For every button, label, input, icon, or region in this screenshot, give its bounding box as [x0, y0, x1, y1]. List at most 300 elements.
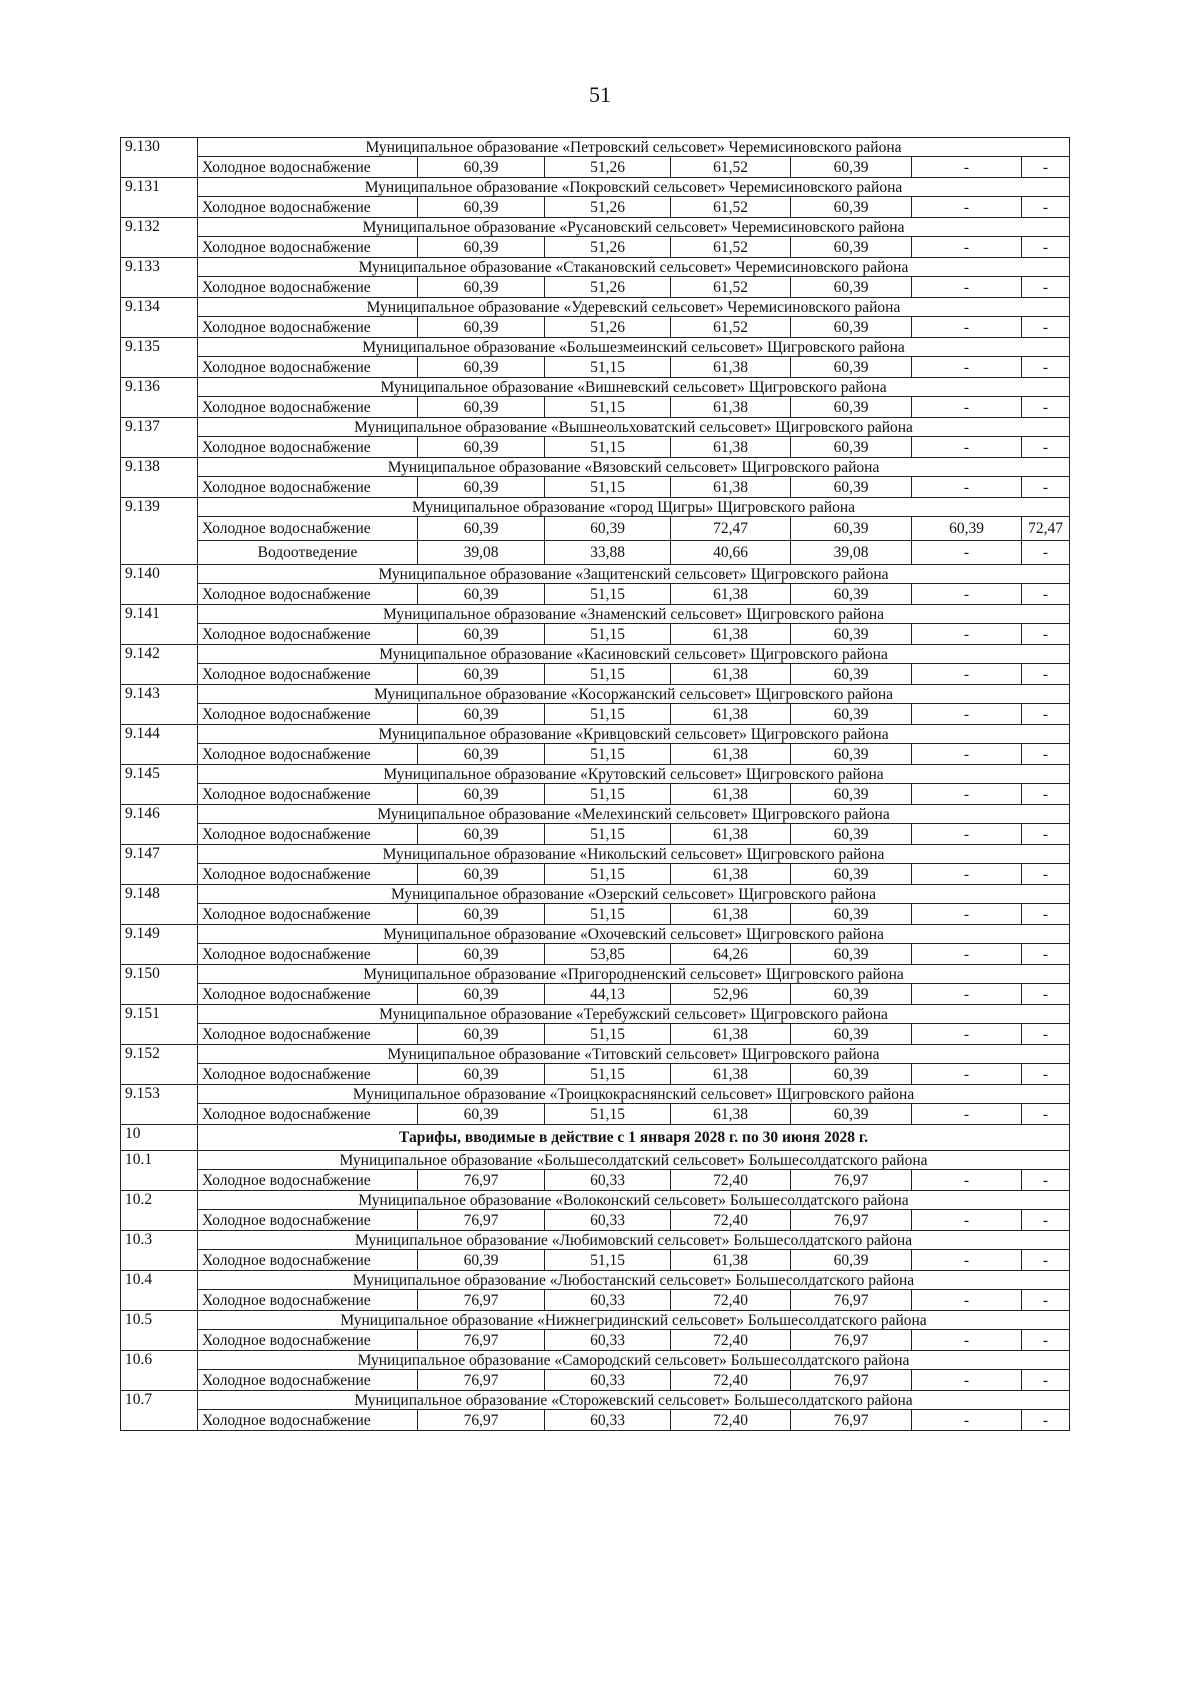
tariff-value: -	[1022, 1370, 1070, 1391]
section-header	[121, 1045, 1070, 1064]
service-name: Холодное водоснабжение	[198, 1024, 418, 1045]
tariff-value: 61,38	[671, 704, 791, 725]
tariff-value: 61,38	[671, 477, 791, 498]
tariff-value: 61,38	[671, 904, 791, 925]
tariff-value: 61,38	[671, 1064, 791, 1085]
tariff-row	[121, 1104, 1070, 1125]
service-name: Холодное водоснабжение	[198, 317, 418, 338]
section-code: 9.150	[121, 965, 198, 1005]
page-number: 51	[589, 82, 611, 107]
section-title: Муниципальное образование «Озерский сельсовет» Щигровского района	[198, 885, 1070, 904]
section-header	[121, 418, 1070, 437]
tariff-value: -	[912, 357, 1022, 378]
section-title: Тарифы, вводимые в действие с 1 января 2028 г. по 30 июня 2028 г.	[198, 1125, 1070, 1151]
tariff-value: -	[1022, 944, 1070, 965]
section-code: 9.141	[121, 605, 198, 645]
tariff-value: -	[912, 664, 1022, 685]
tariff-value: 52,96	[671, 984, 791, 1005]
tariff-row	[121, 477, 1070, 498]
section-code: 9.133	[121, 258, 198, 298]
tariff-value: 61,38	[671, 1024, 791, 1045]
service-name: Холодное водоснабжение	[198, 944, 418, 965]
section-title: Муниципальное образование «Титовский сельсовет» Щигровского района	[198, 1045, 1070, 1064]
section-code: 10.3	[121, 1231, 198, 1271]
section-header	[121, 138, 1070, 157]
tariff-row	[121, 1290, 1070, 1311]
tariff-value: 61,52	[671, 317, 791, 338]
tariff-row	[121, 317, 1070, 338]
section-header	[121, 458, 1070, 477]
service-name: Холодное водоснабжение	[198, 237, 418, 258]
section-header	[121, 498, 1070, 517]
tariff-value: -	[1022, 1024, 1070, 1045]
tariff-value: -	[1022, 1290, 1070, 1311]
tariff-value: 60,39	[418, 824, 545, 845]
tariff-value: 60,39	[418, 744, 545, 765]
tariff-value: 61,38	[671, 584, 791, 605]
section-code: 10.7	[121, 1391, 198, 1431]
tariff-value: 60,39	[418, 1104, 545, 1125]
tariff-value: -	[912, 744, 1022, 765]
tariff-value: -	[912, 1024, 1022, 1045]
service-name: Холодное водоснабжение	[198, 197, 418, 218]
section-code: 9.139	[121, 498, 198, 565]
tariff-value: 51,15	[545, 1064, 671, 1085]
tariff-value: 76,97	[791, 1410, 912, 1431]
section-code: 10.6	[121, 1351, 198, 1391]
tariff-value: 60,39	[418, 864, 545, 885]
tariff-value: 51,15	[545, 1250, 671, 1271]
section-title: Муниципальное образование «Крутовский сельсовет» Щигровского района	[198, 765, 1070, 784]
tariff-value: 60,39	[791, 664, 912, 685]
tariff-value: 39,08	[418, 541, 545, 565]
tariff-value: 51,26	[545, 317, 671, 338]
tariff-value: 76,97	[418, 1210, 545, 1231]
tariff-value: 61,38	[671, 397, 791, 418]
tariff-row	[121, 397, 1070, 418]
section-title: Муниципальное образование «Защитенский сельсовет» Щигровского района	[198, 565, 1070, 584]
tariff-value: -	[1022, 277, 1070, 298]
section-code: 9.136	[121, 378, 198, 418]
tariff-value: -	[1022, 624, 1070, 645]
tariff-value: 61,38	[671, 357, 791, 378]
tariff-value: -	[1022, 784, 1070, 805]
section-code: 10.5	[121, 1311, 198, 1351]
tariff-row	[121, 1250, 1070, 1271]
tariff-value: 61,52	[671, 157, 791, 178]
tariff-value: -	[1022, 157, 1070, 178]
tariff-value: 51,15	[545, 397, 671, 418]
service-name: Холодное водоснабжение	[198, 1370, 418, 1391]
tariff-value: 76,97	[791, 1290, 912, 1311]
tariff-value: 60,39	[418, 704, 545, 725]
service-name: Холодное водоснабжение	[198, 1290, 418, 1311]
tariff-value: 72,40	[671, 1210, 791, 1231]
tariff-value: 51,15	[545, 704, 671, 725]
tariff-value: -	[912, 1410, 1022, 1431]
tariff-value: 76,97	[418, 1330, 545, 1351]
tariff-value: -	[1022, 664, 1070, 685]
tariff-value: 51,15	[545, 784, 671, 805]
tariff-value: 60,39	[791, 944, 912, 965]
section-title: Муниципальное образование «Косоржанский сельсовет» Щигровского района	[198, 685, 1070, 704]
section-header	[121, 805, 1070, 824]
tariff-value: 60,39	[791, 824, 912, 845]
tariff-value: 76,97	[791, 1330, 912, 1351]
tariff-value: 60,39	[418, 584, 545, 605]
tariff-value: 60,39	[912, 517, 1022, 541]
tariff-value: 60,39	[418, 477, 545, 498]
tariff-value: -	[912, 704, 1022, 725]
section-header	[121, 1351, 1070, 1370]
tariff-row	[121, 944, 1070, 965]
section-header	[121, 565, 1070, 584]
section-code: 9.137	[121, 418, 198, 458]
tariff-value: 60,39	[418, 357, 545, 378]
section-code: 9.132	[121, 218, 198, 258]
tariff-value: 60,33	[545, 1330, 671, 1351]
tariff-value: -	[1022, 584, 1070, 605]
tariff-value: 76,97	[418, 1410, 545, 1431]
tariff-table-body	[121, 138, 1070, 1431]
tariff-value: 60,39	[418, 197, 545, 218]
tariff-value: 60,39	[791, 584, 912, 605]
tariff-value: 60,39	[791, 904, 912, 925]
tariff-row	[121, 1370, 1070, 1391]
section-title: Муниципальное образование «Вишневский сельсовет» Щигровского района	[198, 378, 1070, 397]
service-name: Холодное водоснабжение	[198, 984, 418, 1005]
section-title: Муниципальное образование «Касиновский сельсовет» Щигровского района	[198, 645, 1070, 664]
tariff-row	[121, 784, 1070, 805]
tariff-row	[121, 984, 1070, 1005]
tariff-value: -	[1022, 864, 1070, 885]
tariff-value: 76,97	[418, 1170, 545, 1191]
section-title: Муниципальное образование «Стакановский сельсовет» Черемисиновского района	[198, 258, 1070, 277]
section-header	[121, 1231, 1070, 1250]
tariff-value: -	[1022, 1104, 1070, 1125]
tariff-value: 60,33	[545, 1370, 671, 1391]
tariff-value: 60,39	[791, 477, 912, 498]
tariff-value: -	[912, 984, 1022, 1005]
tariff-row	[121, 1024, 1070, 1045]
tariff-value: -	[912, 437, 1022, 458]
tariff-value: 76,97	[791, 1210, 912, 1231]
tariff-row	[121, 1410, 1070, 1431]
tariff-value: 72,40	[671, 1410, 791, 1431]
tariff-value: 60,39	[791, 1064, 912, 1085]
tariff-value: 60,39	[418, 1064, 545, 1085]
tariff-value: -	[1022, 984, 1070, 1005]
tariff-value: -	[912, 1170, 1022, 1191]
tariff-value: -	[1022, 541, 1070, 565]
tariff-value: 60,33	[545, 1290, 671, 1311]
service-name: Холодное водоснабжение	[198, 584, 418, 605]
tariff-value: 51,15	[545, 624, 671, 645]
tariff-row	[121, 197, 1070, 218]
tariff-value: 51,26	[545, 157, 671, 178]
section-code: 9.135	[121, 338, 198, 378]
section-title: Муниципальное образование «Вышнеольховатский сельсовет» Щигровского района	[198, 418, 1070, 437]
section-code: 9.147	[121, 845, 198, 885]
tariff-value: 76,97	[791, 1170, 912, 1191]
tariff-row	[121, 541, 1070, 565]
tariff-value: 60,39	[418, 664, 545, 685]
tariff-value: 60,39	[418, 237, 545, 258]
tariff-value: 51,15	[545, 584, 671, 605]
service-name: Водоотведение	[198, 541, 418, 565]
section-title: Муниципальное образование «Любостанский сельсовет» Большесолдатского района	[198, 1271, 1070, 1290]
tariff-value: 72,40	[671, 1170, 791, 1191]
tariff-value: 60,39	[791, 624, 912, 645]
tariff-value: -	[1022, 904, 1070, 925]
section-title: Муниципальное образование «Никольский сельсовет» Щигровского района	[198, 845, 1070, 864]
section-title: Муниципальное образование «Русановский сельсовет» Черемисиновского района	[198, 218, 1070, 237]
section-header	[121, 1191, 1070, 1210]
service-name: Холодное водоснабжение	[198, 157, 418, 178]
tariff-value: 72,40	[671, 1370, 791, 1391]
tariff-value: 61,38	[671, 784, 791, 805]
section-code: 9.138	[121, 458, 198, 498]
tariff-value: 33,88	[545, 541, 671, 565]
tariff-value: -	[1022, 477, 1070, 498]
section-header	[121, 1085, 1070, 1104]
service-name: Холодное водоснабжение	[198, 864, 418, 885]
tariff-value: 51,15	[545, 744, 671, 765]
tariff-value: 61,38	[671, 1104, 791, 1125]
section-header	[121, 645, 1070, 664]
tariff-value: 60,39	[791, 864, 912, 885]
section-code: 9.134	[121, 298, 198, 338]
tariff-value: -	[912, 1104, 1022, 1125]
section-title: Муниципальное образование «Волоконский сельсовет» Большесолдатского района	[198, 1191, 1070, 1210]
section-header	[121, 298, 1070, 317]
tariff-value: 61,38	[671, 437, 791, 458]
tariff-value: 51,15	[545, 904, 671, 925]
tariff-row	[121, 437, 1070, 458]
tariff-row	[121, 824, 1070, 845]
tariff-value: 60,39	[791, 437, 912, 458]
service-name: Холодное водоснабжение	[198, 704, 418, 725]
tariff-value: -	[912, 904, 1022, 925]
tariff-value: -	[1022, 824, 1070, 845]
tariff-value: 51,15	[545, 864, 671, 885]
tariff-value: -	[912, 584, 1022, 605]
section-title: Муниципальное образование «Вязовский сельсовет» Щигровского района	[198, 458, 1070, 477]
tariff-value: 60,39	[418, 437, 545, 458]
tariff-value: 76,97	[791, 1370, 912, 1391]
tariff-value: 44,13	[545, 984, 671, 1005]
tariff-value: 51,15	[545, 664, 671, 685]
tariff-value: 60,39	[418, 277, 545, 298]
section-title: Муниципальное образование «Троицкокраснянский сельсовет» Щигровского района	[198, 1085, 1070, 1104]
section-code: 9.144	[121, 725, 198, 765]
tariff-value: -	[912, 1370, 1022, 1391]
tariff-row	[121, 1170, 1070, 1191]
tariff-value: 51,15	[545, 1104, 671, 1125]
tariff-value: 72,47	[671, 517, 791, 541]
tariff-row	[121, 237, 1070, 258]
tariff-value: 51,15	[545, 477, 671, 498]
section-header	[121, 605, 1070, 624]
tariff-value: 53,85	[545, 944, 671, 965]
service-name: Холодное водоснабжение	[198, 437, 418, 458]
tariff-row	[121, 1210, 1070, 1231]
tariff-value: 72,40	[671, 1330, 791, 1351]
tariff-value: 60,39	[791, 397, 912, 418]
section-header	[121, 258, 1070, 277]
tariff-value: -	[912, 277, 1022, 298]
section-title: Муниципальное образование «Большезмеинский сельсовет» Щигровского района	[198, 338, 1070, 357]
section-code: 9.149	[121, 925, 198, 965]
tariff-value: 60,39	[418, 317, 545, 338]
tariff-value: 60,39	[418, 1250, 545, 1271]
section-header	[121, 685, 1070, 704]
tariff-value: 76,97	[418, 1290, 545, 1311]
tariff-value: 72,47	[1022, 517, 1070, 541]
tariff-value: 51,26	[545, 197, 671, 218]
section-code: 9.151	[121, 1005, 198, 1045]
service-name: Холодное водоснабжение	[198, 517, 418, 541]
tariff-row	[121, 277, 1070, 298]
tariff-value: -	[1022, 437, 1070, 458]
section-code: 9.142	[121, 645, 198, 685]
section-title: Муниципальное образование «Кривцовский сельсовет» Щигровского района	[198, 725, 1070, 744]
tariff-value: 51,26	[545, 237, 671, 258]
tariff-value: -	[912, 477, 1022, 498]
section-code: 9.143	[121, 685, 198, 725]
tariff-value: -	[912, 1250, 1022, 1271]
tariff-value: 60,39	[791, 744, 912, 765]
section-header	[121, 378, 1070, 397]
tariff-value: 61,38	[671, 824, 791, 845]
section-header	[121, 1005, 1070, 1024]
section-header	[121, 725, 1070, 744]
service-name: Холодное водоснабжение	[198, 1250, 418, 1271]
tariff-value: 60,39	[418, 517, 545, 541]
tariff-row	[121, 517, 1070, 541]
tariff-value: 61,38	[671, 664, 791, 685]
section-title: Муниципальное образование «Нижнегридинский сельсовет» Большесолдатского района	[198, 1311, 1070, 1330]
service-name: Холодное водоснабжение	[198, 397, 418, 418]
service-name: Холодное водоснабжение	[198, 277, 418, 298]
tariff-value: -	[912, 197, 1022, 218]
tariff-row	[121, 624, 1070, 645]
tariff-row	[121, 584, 1070, 605]
section-title: Муниципальное образование «Знаменский сельсовет» Щигровского района	[198, 605, 1070, 624]
section-title: Муниципальное образование «город Щигры» Щигровского района	[198, 498, 1070, 517]
tariff-value: -	[912, 397, 1022, 418]
tariff-value: 60,39	[418, 1024, 545, 1045]
section-code: 10.2	[121, 1191, 198, 1231]
service-name: Холодное водоснабжение	[198, 1064, 418, 1085]
tariff-value: -	[912, 944, 1022, 965]
tariff-value: 51,26	[545, 277, 671, 298]
tariff-value: -	[1022, 1250, 1070, 1271]
tariff-value: 51,15	[545, 824, 671, 845]
tariff-value: -	[1022, 1410, 1070, 1431]
tariff-value: 61,38	[671, 864, 791, 885]
tariff-value: -	[912, 864, 1022, 885]
section-code: 10	[121, 1125, 198, 1151]
section-title: Муниципальное образование «Удеревский сельсовет» Черемисиновского района	[198, 298, 1070, 317]
tariff-value: 61,52	[671, 277, 791, 298]
tariff-value: 61,52	[671, 197, 791, 218]
service-name: Холодное водоснабжение	[198, 477, 418, 498]
tariff-table	[120, 137, 1070, 1431]
section-title: Муниципальное образование «Сторожевский сельсовет» Большесолдатского района	[198, 1391, 1070, 1410]
tariff-value: 72,40	[671, 1290, 791, 1311]
tariff-value: -	[912, 237, 1022, 258]
tariff-value: 61,38	[671, 1250, 791, 1271]
tariff-value: -	[1022, 744, 1070, 765]
section-header	[121, 765, 1070, 784]
service-name: Холодное водоснабжение	[198, 357, 418, 378]
tariff-value: 60,39	[418, 904, 545, 925]
section-title: Муниципальное образование «Покровский сельсовет» Черемисиновского района	[198, 178, 1070, 197]
section-header	[121, 1271, 1070, 1290]
tariff-value: 60,39	[791, 984, 912, 1005]
tariff-value: -	[1022, 357, 1070, 378]
tariff-value: -	[1022, 1064, 1070, 1085]
tariff-value: 60,39	[791, 277, 912, 298]
service-name: Холодное водоснабжение	[198, 744, 418, 765]
service-name: Холодное водоснабжение	[198, 1410, 418, 1431]
tariff-value: 60,39	[418, 784, 545, 805]
tariff-row	[121, 664, 1070, 685]
tariff-row	[121, 1330, 1070, 1351]
tariff-row	[121, 744, 1070, 765]
tariff-value: -	[1022, 397, 1070, 418]
tariff-value: 51,15	[545, 437, 671, 458]
service-name: Холодное водоснабжение	[198, 1210, 418, 1231]
tariff-value: -	[912, 1210, 1022, 1231]
section-header	[121, 178, 1070, 197]
tariff-value: -	[912, 824, 1022, 845]
service-name: Холодное водоснабжение	[198, 784, 418, 805]
tariff-value: -	[1022, 197, 1070, 218]
tariff-value: 60,33	[545, 1410, 671, 1431]
section-title: Муниципальное образование «Мелехинский сельсовет» Щигровского района	[198, 805, 1070, 824]
tariff-value: 60,39	[418, 157, 545, 178]
tariff-row	[121, 704, 1070, 725]
section-header	[121, 845, 1070, 864]
tariff-value: 60,39	[418, 944, 545, 965]
section-code: 9.145	[121, 765, 198, 805]
tariff-value: 60,39	[791, 317, 912, 338]
tariff-value: -	[1022, 317, 1070, 338]
tariff-value: 60,39	[791, 1250, 912, 1271]
tariff-value: 60,33	[545, 1210, 671, 1231]
tariff-value: 61,38	[671, 624, 791, 645]
tariff-value: 61,52	[671, 237, 791, 258]
tariff-value: 76,97	[418, 1370, 545, 1391]
tariff-value: 51,15	[545, 1024, 671, 1045]
tariff-row	[121, 864, 1070, 885]
tariff-value: 60,39	[545, 517, 671, 541]
tariff-value: -	[1022, 704, 1070, 725]
section-header	[121, 965, 1070, 984]
service-name: Холодное водоснабжение	[198, 664, 418, 685]
tariff-value: -	[912, 157, 1022, 178]
tariff-value: -	[912, 1330, 1022, 1351]
section-code: 9.131	[121, 178, 198, 218]
section-code: 9.140	[121, 565, 198, 605]
section-header-bold	[121, 1125, 1070, 1151]
service-name: Холодное водоснабжение	[198, 1104, 418, 1125]
tariff-value: 60,39	[791, 704, 912, 725]
tariff-value: 64,26	[671, 944, 791, 965]
service-name: Холодное водоснабжение	[198, 824, 418, 845]
